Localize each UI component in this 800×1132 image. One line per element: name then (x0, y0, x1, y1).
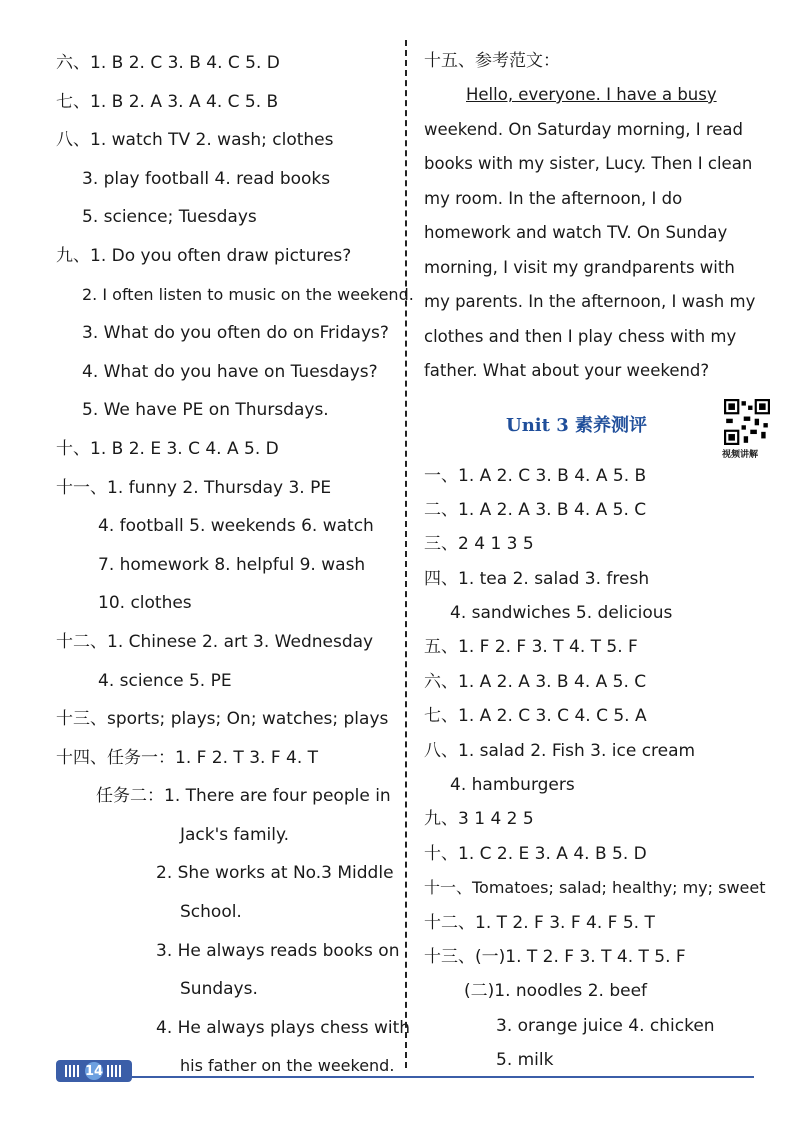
essay-label: 十五、参考范文： (424, 51, 560, 71)
answer-row: 3. He always reads books on (156, 940, 400, 961)
answer-row: 七、1. B 2. A 3. A 4. C 5. B (56, 91, 279, 112)
answer-row: 2. She works at No.3 Middle (156, 863, 394, 884)
answer-row: 4. What do you have on Tuesdays? (82, 361, 378, 382)
answer-row: 任务二：1. There are four people in (96, 786, 391, 807)
model-essay (424, 44, 764, 389)
answer-row: 5. milk (496, 1050, 554, 1071)
answer-row: his father on the weekend. (180, 1056, 395, 1076)
qr-label: 视频讲解 (722, 449, 759, 460)
answer-row: 4. He always plays chess with (156, 1017, 411, 1038)
answer-row: 十、1. C 2. E 3. A 4. B 5. D (424, 843, 647, 864)
answer-row: (二)1. noodles 2. beef (464, 981, 648, 1002)
right-column (424, 44, 764, 1078)
essay-line: my room. In the afternoon, I do (424, 188, 683, 208)
answer-row: 七、1. A 2. C 3. C 4. C 5. A (424, 706, 647, 727)
unit-title: Unit 3 素养测评 (506, 414, 647, 436)
qr-code-icon[interactable] (724, 399, 770, 445)
column-divider (405, 40, 407, 1068)
unit-header (424, 399, 764, 459)
answer-row: 十二、1. Chinese 2. art 3. Wednesday (56, 631, 374, 652)
answer-row: 10. clothes (98, 593, 192, 614)
essay-line: father. What about your weekend? (424, 361, 710, 380)
answer-row: 十一、Tomatoes; salad; healthy; my; sweet (424, 878, 766, 898)
answer-row: 5. We have PE on Thursdays. (82, 400, 329, 421)
answer-row: 二、1. A 2. A 3. B 4. A 5. C (424, 499, 647, 520)
essay-line: Hello, everyone. I have a busy (466, 85, 717, 104)
answer-row: 五、1. F 2. F 3. T 4. T 5. F (424, 637, 638, 658)
left-column (56, 44, 414, 1086)
essay-line: homework and watch TV. On Sunday (424, 223, 728, 242)
essay-line: my parents. In the afternoon, I wash my (424, 292, 756, 311)
answer-row: School. (180, 902, 242, 923)
answer-row: 5. science; Tuesdays (82, 207, 257, 228)
answer-row: 六、1. A 2. A 3. B 4. A 5. C (424, 671, 647, 692)
answer-row: 八、1. salad 2. Fish 3. ice cream (424, 740, 696, 761)
answer-row: 十、1. B 2. E 3. C 4. A 5. D (56, 438, 279, 459)
essay-line: books with my sister, Lucy. Then I clean (424, 154, 753, 173)
answer-row: Sundays. (180, 979, 258, 1000)
answer-row: 4. science 5. PE (98, 670, 232, 691)
answer-row: 九、3 1 4 2 5 (424, 809, 534, 830)
essay-line: weekend. On Saturday morning, I read (424, 119, 744, 139)
barcode-decoration-icon (65, 1065, 81, 1077)
footer-rule (56, 1076, 754, 1078)
answer-row: 3. play football 4. read books (82, 168, 331, 189)
page-number-badge (56, 1060, 132, 1082)
answer-row: 一、1. A 2. C 3. B 4. A 5. B (424, 465, 647, 486)
answer-row: 十一、1. funny 2. Thursday 3. PE (56, 477, 332, 498)
answer-row: 八、1. watch TV 2. wash; clothes (56, 130, 334, 151)
answer-row: 3. What do you often do on Fridays? (82, 323, 389, 344)
essay-line: morning, I visit my grandparents with (424, 257, 735, 277)
answer-row: Jack's family. (180, 824, 290, 845)
answer-row: 3. orange juice 4. chicken (496, 1015, 715, 1036)
answer-row: 4. sandwiches 5. delicious (450, 603, 673, 624)
answer-row: 4. hamburgers (450, 775, 575, 796)
answer-row: 三、2 4 1 3 5 (424, 534, 534, 555)
answer-row: 十三、sports; plays; On; watches; plays (56, 709, 389, 730)
page-number: 14 (84, 1063, 104, 1079)
answer-row: 7. homework 8. helpful 9. wash (98, 554, 366, 575)
answer-row: 2. I often listen to music on the weekend. (82, 284, 414, 304)
answer-row: 十三、(一)1. T 2. F 3. T 4. T 5. F (424, 946, 686, 967)
barcode-decoration-icon (107, 1065, 123, 1077)
answer-row: 4. football 5. weekends 6. watch (98, 516, 374, 537)
answer-row: 十二、1. T 2. F 3. F 4. F 5. T (424, 912, 655, 933)
answer-row: 四、1. tea 2. salad 3. fresh (424, 568, 650, 589)
answer-row: 六、1. B 2. C 3. B 4. C 5. D (56, 53, 280, 73)
answer-row: 九、1. Do you often draw pictures? (56, 245, 352, 266)
answer-row: 十四、任务一：1. F 2. T 3. F 4. T (56, 747, 319, 768)
essay-line: clothes and then I play chess with my (424, 326, 737, 346)
